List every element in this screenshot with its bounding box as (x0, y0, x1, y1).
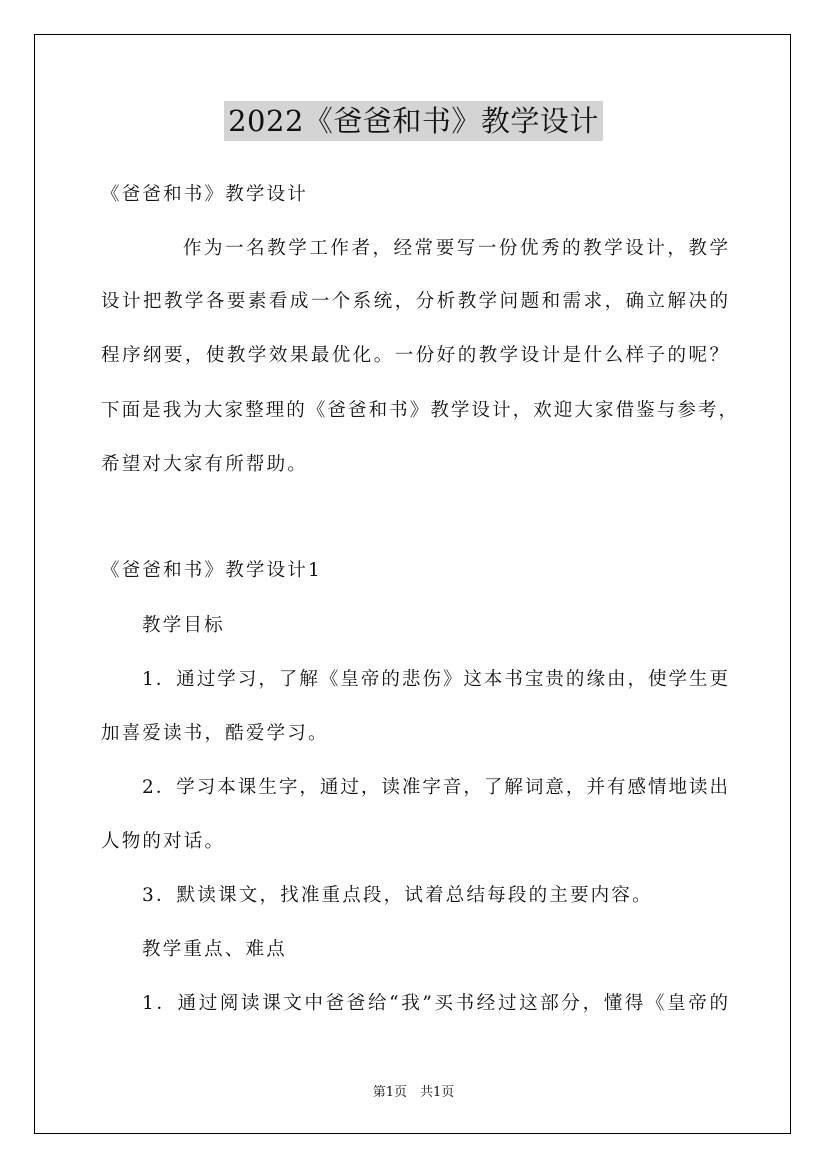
intro-line-2: 设计把教学各要素看成一个系统，分析教学问题和需求，确立解决的 (101, 291, 728, 312)
intro-line-4: 下面是我为大家整理的《爸爸和书》教学设计，欢迎大家借鉴与参考， (101, 400, 737, 421)
objective-line-1: 1．通过学习，了解《皇帝的悲伤》这本书宝贵的缘由，使学生更 (142, 669, 728, 690)
objectives-heading: 教学目标 (142, 615, 225, 636)
intro-line-1: 作为一名教学工作者，经常要写一份优秀的教学设计，教学 (183, 238, 728, 259)
title-wrap (0, 101, 827, 141)
key-point-line-1: 1．通过阅读课文中爸爸给“我”买书经过这部分，懂得《皇帝的 (142, 993, 728, 1014)
intro-line-3: 程序纲要，使教学效果最优化。一份好的教学设计是什么样子的呢？ (101, 345, 728, 366)
document-title: 2022《爸爸和书》教学设计 (224, 101, 603, 141)
intro-line-5: 希望对大家有所帮助。 (101, 454, 309, 475)
objective-line-5: 3．默读课文，找准重点段，试着总结每段的主要内容。 (142, 885, 653, 906)
objective-line-4: 人物的对话。 (101, 831, 226, 852)
page-footer: 第1页 共1页 (372, 1085, 455, 1100)
objective-line-3: 2．学习本课生字，通过，读准字音，了解词意，并有感情地读出 (142, 777, 728, 798)
objective-line-2: 加喜爱读书，酷爱学习。 (101, 723, 329, 744)
section-heading: 《爸爸和书》教学设计1 (101, 560, 322, 581)
key-points-heading: 教学重点、难点 (142, 939, 287, 960)
document-subtitle: 《爸爸和书》教学设计 (101, 184, 309, 205)
